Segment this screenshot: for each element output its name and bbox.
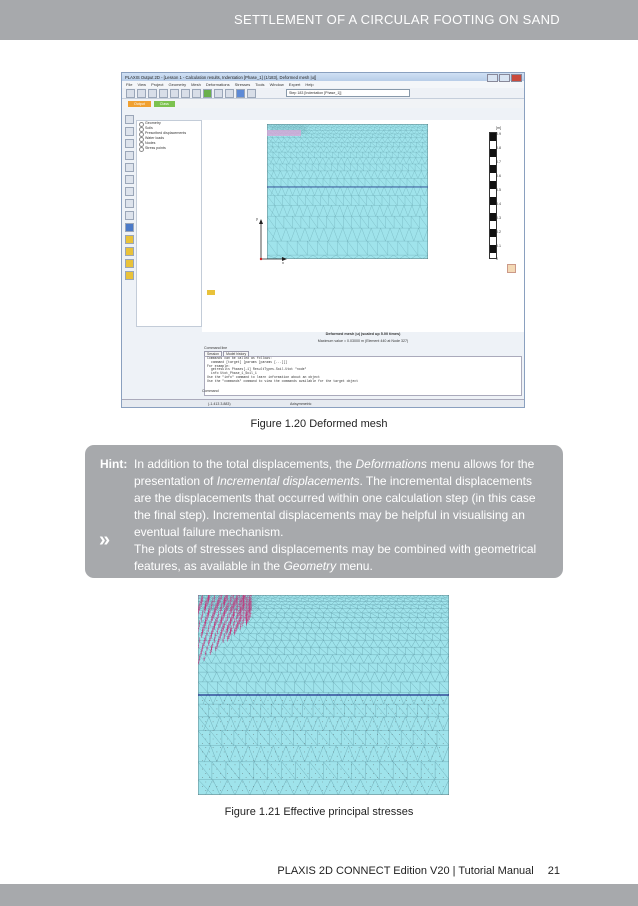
close-icon (511, 74, 522, 82)
footer-manual-title: PLAXIS 2D CONNECT Edition V20 | Tutorial Manual (277, 865, 534, 877)
hint-marker-icon: » (99, 529, 111, 551)
menu-tools: Tools (255, 82, 265, 87)
footing-displacement-zone (267, 130, 301, 136)
colour-legend (489, 132, 497, 259)
step-selector: Step 183 [Indentation [Phase_1]] (286, 89, 410, 97)
hide-icon (125, 199, 134, 208)
plot-subtitle: Maximum value = 0.03000 m (Element 440 at Node 327) (317, 339, 409, 343)
toolbar (122, 88, 524, 99)
info-icon (125, 223, 134, 232)
legend-0: 0 (496, 257, 498, 261)
figure-1-21-caption: Figure 1.21 Effective principal stresses (224, 806, 414, 818)
hint-p1-c: menu allows for the presentation of (134, 457, 535, 488)
plot-canvas (202, 120, 524, 332)
menu-stresses: Stresses (234, 82, 251, 87)
cursor-icon (125, 139, 134, 148)
curve-icon (125, 163, 134, 172)
hint-p2-a: The plots of stresses and displacements may be combined with geometrical features, as available in the (134, 542, 537, 573)
tree-item-water-loads: Water loads (137, 136, 201, 141)
note-icon (125, 259, 134, 268)
command-line-header: Command line (204, 346, 228, 350)
hint-paragraph-2 (134, 541, 549, 575)
header-bar (0, 0, 638, 40)
deformed-mesh-plot (267, 124, 428, 259)
side-toolbar (124, 113, 134, 283)
menu-file: File (126, 82, 133, 87)
axes-icon (258, 217, 288, 262)
hint-p2-geometry: Geometry (283, 559, 337, 573)
command-input-label: Command (202, 389, 219, 393)
tree-item-nodes: Nodes (137, 141, 201, 146)
page-number: 21 (547, 865, 560, 877)
settings-icon (247, 89, 256, 98)
plot-title: Deformed mesh |u| (scaled up 5.00 times) (325, 332, 401, 336)
model-history-tab: Model history (223, 351, 249, 357)
phase-bar (122, 99, 524, 108)
node-icon (125, 187, 134, 196)
legend-0-3: 0.3 (496, 216, 501, 220)
ruler-icon (125, 127, 134, 136)
menu-bar (122, 81, 524, 88)
label-icon (125, 247, 134, 256)
status-coordinates: (-1.413 3.883) (208, 402, 231, 406)
zoom-fit-icon (192, 89, 201, 98)
hint-label: Hint: (100, 457, 128, 471)
model-explorer-tree (136, 120, 202, 327)
copy-icon (159, 89, 168, 98)
footer (277, 865, 560, 877)
status-bar (122, 399, 525, 408)
section-icon (125, 175, 134, 184)
figure-1-20-caption: Figure 1.20 Deformed mesh (250, 418, 388, 430)
hint-p1-a: In addition to the total displacements, the (134, 457, 356, 471)
zoom-in-icon (170, 89, 179, 98)
y-axis-label: y (256, 216, 258, 221)
hint-p2-c: menu. (336, 559, 373, 573)
key-icon (207, 290, 215, 295)
legend-0-4: 0.4 (496, 202, 501, 206)
hint-p1-deformations: Deformations (355, 457, 427, 471)
tree-item-stress-points: Stress points (137, 146, 201, 151)
legend-0-1: 0.1 (496, 244, 501, 248)
tree-item-soils: Soils (137, 126, 201, 131)
grid-icon (125, 211, 134, 220)
menu-view: View (137, 82, 147, 87)
legend-0-6: 0.6 (496, 174, 501, 178)
hint-text (134, 456, 549, 575)
hint-box (85, 445, 563, 578)
warning-icon (125, 235, 134, 244)
menu-geometry: Geometry (168, 82, 187, 87)
scale-icon (125, 151, 134, 160)
chapter-title: SETTLEMENT OF A CIRCULAR FOOTING ON SAND (234, 12, 560, 27)
command-session-log: Commands can be called as follows: command [target] [params [params [...]]] For example: getresults Phases[-1] ResultTypes.Soil.Utot "node" info Utot_Phase_1_Soil_1 Use the "info" command to learn information about an object Use the "commands" command to view the commands available for the target object (204, 356, 522, 396)
menu-expert: Expert (288, 82, 301, 87)
tree-item-prescribed-displacements: Prescribed displacements (137, 131, 201, 136)
tree-item-geometry: Geometry (137, 121, 201, 126)
menu-window: Window (269, 82, 284, 87)
legend-unit: [m] (496, 126, 501, 130)
chart-icon (236, 89, 245, 98)
session-tab: Session (204, 351, 222, 357)
legend-0-5: 0.5 (496, 188, 501, 192)
zoom-out-icon (181, 89, 190, 98)
menu-deformations: Deformations (205, 82, 230, 87)
output-tab: Output (128, 101, 151, 107)
report-icon (125, 271, 134, 280)
window-titlebar (122, 73, 524, 81)
minimize-icon (487, 74, 498, 82)
hint-paragraph-1 (134, 456, 549, 541)
new-icon (126, 89, 135, 98)
status-mode: Axisymmetric (290, 402, 312, 406)
footer-bar (0, 884, 638, 906)
legend-0-2: 0.2 (496, 230, 501, 234)
open-icon (137, 89, 146, 98)
select-icon (125, 115, 134, 124)
menu-help: Help (305, 82, 314, 87)
menu-mesh: Mesh (191, 82, 201, 87)
legend-0-9: 0.9 (496, 132, 501, 136)
effective-principal-stresses-plot (198, 595, 449, 795)
window-title: PLAXIS Output 2D - [Lesson 1 - Calculation results, Indentation [Phase_1] (1/183), Deformed mesh |u|] (125, 74, 317, 80)
class-tab: Class (154, 101, 175, 107)
report-icon (507, 264, 516, 273)
hint-p1-e: . The incremental displacements are the displacements that occurred within one calculation step (in this case the final step). Incremental displacements may be helpful in visualising an eventual failure mechanism. (134, 474, 536, 539)
menu-project: Project (151, 82, 164, 87)
plus-icon (203, 89, 212, 98)
hint-p1-incremental: Incremental displacements (216, 474, 360, 488)
legend-0-8: 0.8 (496, 146, 501, 150)
table-icon (225, 89, 234, 98)
plaxis-output-screenshot (121, 72, 525, 408)
maximize-icon (499, 74, 510, 82)
legend-0-7: 0.7 (496, 160, 501, 164)
x-axis-label: x (282, 260, 284, 265)
rotate-icon (214, 89, 223, 98)
print-icon (148, 89, 157, 98)
